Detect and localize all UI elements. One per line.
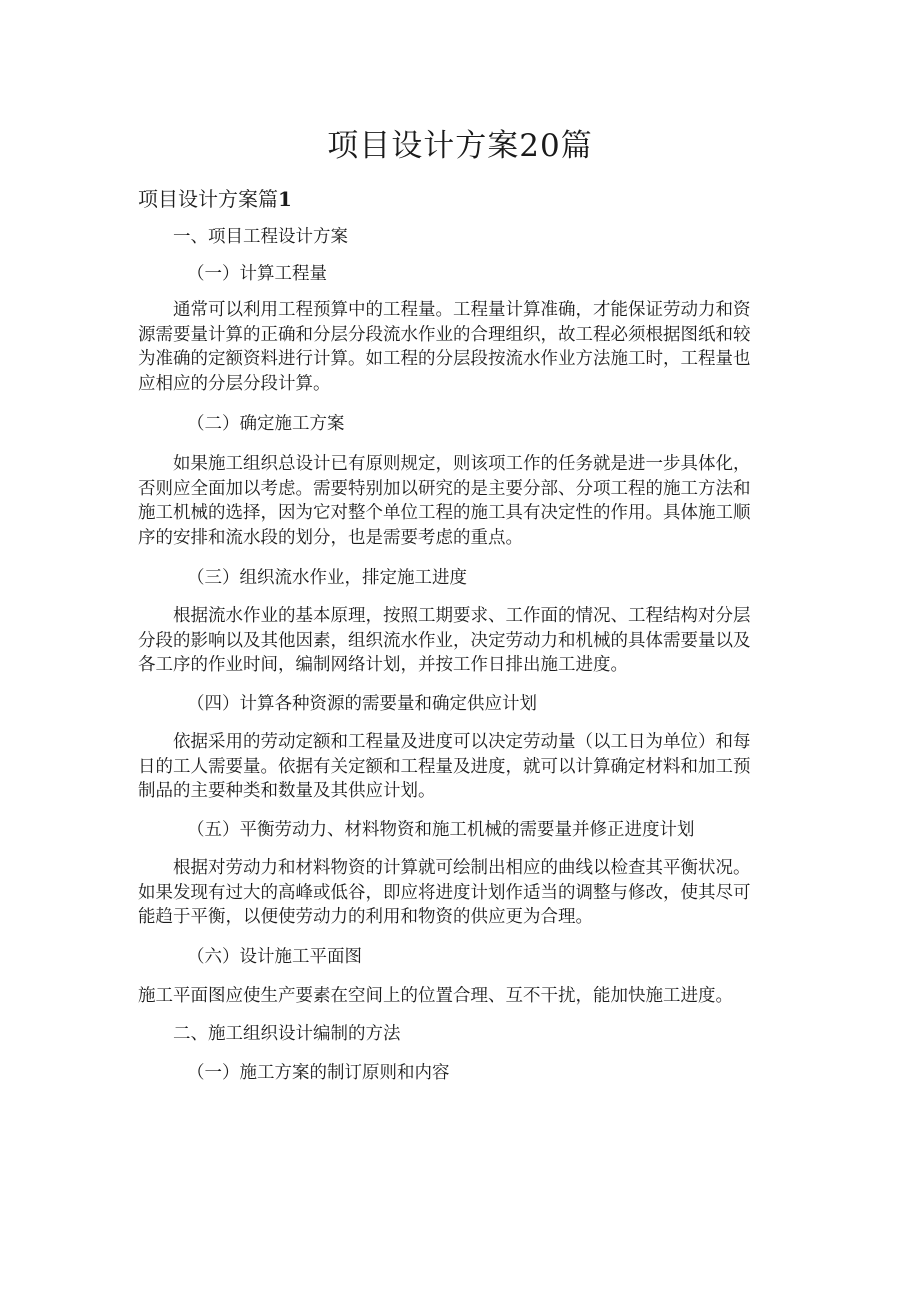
paragraph-line: 各工序的作业时间，编制网络计划，并按工作日排出施工进度。 bbox=[138, 655, 628, 675]
paragraph-line: 分段的影响以及其他因素，组织流水作业，决定劳动力和机械的具体需要量以及 bbox=[138, 630, 751, 651]
subsection-heading: （四）计算各种资源的需要量和确定供应计划 bbox=[187, 694, 537, 714]
paragraph-line: 施工平面图应使生产要素在空间上的位置合理、互不干扰，能加快施工进度。 bbox=[138, 986, 733, 1006]
paragraph-line: 如果发现有过大的高峰或低谷，即应将进度计划作适当的调整与修改，使其尽可 bbox=[138, 882, 751, 903]
article-title bbox=[138, 184, 292, 214]
subsection-heading: （三）组织流水作业，排定施工进度 bbox=[187, 568, 467, 588]
paragraph-line: 制品的主要种类和数量及其供应计划。 bbox=[138, 781, 436, 801]
paragraph-line: 根据对劳动力和材料物资的计算就可绘制出相应的曲线以检查其平衡状况。 bbox=[173, 858, 751, 878]
paragraph-line: 日的工人需要量。依据有关定额和工程量及进度，就可以计算确定材料和加工预 bbox=[138, 756, 751, 777]
paragraph-line: 如果施工组织总设计已有原则规定，则该项工作的任务就是进一步具体化， bbox=[173, 454, 751, 474]
section-heading: 二、施工组织设计编制的方法 bbox=[173, 1024, 401, 1044]
paragraph-line: 根据流水作业的基本原理，按照工期要求、工作面的情况、工程结构对分层 bbox=[173, 606, 751, 626]
paragraph bbox=[138, 730, 802, 804]
subsection-heading: （一）计算工程量 bbox=[187, 264, 327, 284]
subsection-heading: （一）施工方案的制订原则和内容 bbox=[187, 1063, 450, 1083]
article-title-text: 项目设计方案篇 bbox=[138, 187, 278, 211]
paragraph-line: 施工机械的选择，因为它对整个单位工程的施工具有决定性的作用。具体施工顺 bbox=[138, 503, 751, 523]
paragraph-line: 否则应全面加以考虑。需要特别加以研究的是主要分部、分项工程的施工方法和 bbox=[138, 478, 751, 499]
subsection-heading: （五）平衡劳动力、材料物资和施工机械的需要量并修正进度计划 bbox=[187, 820, 695, 840]
paragraph bbox=[138, 984, 802, 1009]
document-title: 项目设计方案20篇 bbox=[327, 128, 593, 164]
paragraph bbox=[138, 856, 802, 930]
subsection-heading: （六）设计施工平面图 bbox=[187, 947, 362, 967]
paragraph-line: 为准确的定额资料进行计算。如工程的分层段按流水作业方法施工时，工程量也 bbox=[138, 349, 751, 369]
subsection-heading: （二）确定施工方案 bbox=[187, 414, 345, 434]
paragraph bbox=[138, 298, 802, 396]
section-heading: 一、项目工程设计方案 bbox=[173, 227, 348, 247]
paragraph-line: 应相应的分层分段计算。 bbox=[138, 373, 331, 394]
paragraph bbox=[138, 604, 802, 678]
article-number: 1 bbox=[278, 187, 292, 211]
paragraph-line: 能趋于平衡，以便使劳动力的利用和物资的供应更为合理。 bbox=[138, 907, 593, 927]
paragraph-line: 序的安排和流水段的划分，也是需要考虑的重点。 bbox=[138, 527, 523, 548]
paragraph-line: 源需要量计算的正确和分层分段流水作业的合理组织，故工程必须根据图纸和较 bbox=[138, 324, 751, 345]
paragraph bbox=[138, 452, 802, 550]
paragraph-line: 通常可以利用工程预算中的工程量。工程量计算准确，才能保证劳动力和资 bbox=[173, 300, 751, 320]
paragraph-line: 依据采用的劳动定额和工程量及进度可以决定劳动量（以工日为单位）和每 bbox=[173, 732, 751, 752]
